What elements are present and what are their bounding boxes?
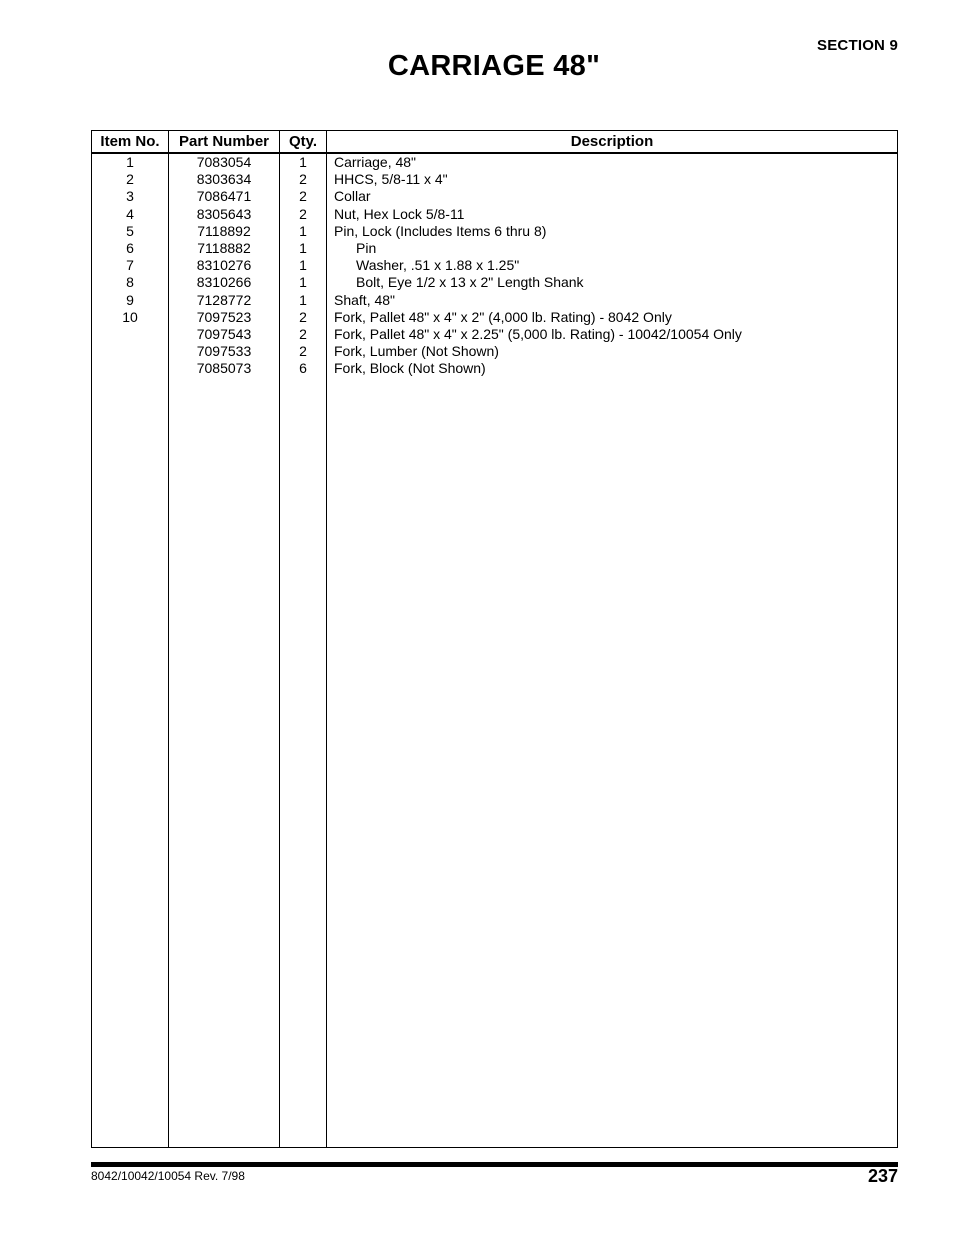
quantity: 2 <box>299 205 307 222</box>
document-code: 8042/10042/10054 Rev. 7/98 <box>91 1169 245 1183</box>
parts-table <box>91 130 898 1148</box>
quantity: 6 <box>299 360 307 377</box>
part-number: 7118892 <box>197 222 251 239</box>
part-number: 7083054 <box>196 154 252 170</box>
item-number: 9 <box>126 291 134 308</box>
description: HHCS, 5/8-11 x 4" <box>334 171 448 188</box>
table-row <box>92 206 897 223</box>
description: Carriage, 48" <box>334 154 417 170</box>
quantity: 2 <box>299 188 307 205</box>
column-header-description: Description <box>570 133 654 150</box>
table-row <box>92 154 897 171</box>
page-title: CARRIAGE 48" <box>387 50 601 82</box>
table-row <box>92 240 897 257</box>
part-number: 8310276 <box>196 257 252 274</box>
description: Fork, Pallet 48" x 4" x 2" (4,000 lb. Rating) - 8042 Only <box>334 308 672 325</box>
item-number: 3 <box>126 188 134 205</box>
item-number: 4 <box>126 205 134 222</box>
item-number: 6 <box>126 239 134 256</box>
page-number: 237 <box>867 1166 898 1186</box>
description: Shaft, 48" <box>334 291 396 308</box>
table-row <box>92 326 897 343</box>
description: Pin <box>356 239 377 256</box>
item-number: 2 <box>126 171 134 188</box>
section-label: SECTION 9 <box>817 37 898 54</box>
description: Fork, Lumber (Not Shown) <box>334 343 499 360</box>
item-number: 8 <box>126 274 134 291</box>
part-number: 7097543 <box>196 325 252 342</box>
description: Pin, Lock (Includes Items 6 thru 8) <box>334 222 547 239</box>
item-number: 5 <box>126 222 134 239</box>
table-row <box>92 274 897 291</box>
quantity: 1 <box>299 239 307 256</box>
table-row <box>92 171 897 188</box>
description: Fork, Block (Not Shown) <box>334 360 486 377</box>
quantity: 1 <box>299 154 307 170</box>
column-header-qty: Qty. <box>288 133 318 150</box>
column-header-item: Item No. <box>100 133 160 150</box>
table-row <box>92 223 897 240</box>
part-number: 7128772 <box>196 291 252 308</box>
part-number: 8310266 <box>196 274 252 291</box>
item-number: 7 <box>126 257 134 274</box>
description: Washer, .51 x 1.88 x 1.25" <box>356 257 520 274</box>
table-body <box>92 154 897 377</box>
part-number: 7085073 <box>196 360 252 377</box>
quantity: 1 <box>299 257 307 274</box>
item-number: 1 <box>126 154 134 170</box>
table-row <box>92 188 897 205</box>
description: Nut, Hex Lock 5/8-11 <box>334 205 465 222</box>
footer-rule <box>91 1162 898 1167</box>
table-row <box>92 343 897 360</box>
table-row <box>92 292 897 309</box>
quantity: 1 <box>299 274 307 291</box>
item-number: 10 <box>122 308 138 325</box>
column-header-part-number: Part Number <box>178 133 270 150</box>
table-row <box>92 257 897 274</box>
description: Bolt, Eye 1/2 x 13 x 2" Length Shank <box>356 274 584 291</box>
description: Fork, Pallet 48" x 4" x 2.25" (5,000 lb. Rating) - 10042/10054 Only <box>334 325 742 342</box>
description: Collar <box>334 188 371 205</box>
part-number: 8303634 <box>196 171 252 188</box>
part-number: 7097533 <box>196 343 252 360</box>
quantity: 2 <box>299 343 307 360</box>
quantity: 2 <box>299 308 307 325</box>
quantity: 1 <box>299 222 307 239</box>
part-number: 8305643 <box>196 205 252 222</box>
quantity: 1 <box>299 291 307 308</box>
quantity: 2 <box>299 325 307 342</box>
part-number: 7097523 <box>196 308 252 325</box>
part-number: 7086471 <box>196 188 252 205</box>
table-row <box>92 309 897 326</box>
table-row <box>92 360 897 377</box>
quantity: 2 <box>299 171 307 188</box>
part-number: 7118882 <box>197 239 251 256</box>
